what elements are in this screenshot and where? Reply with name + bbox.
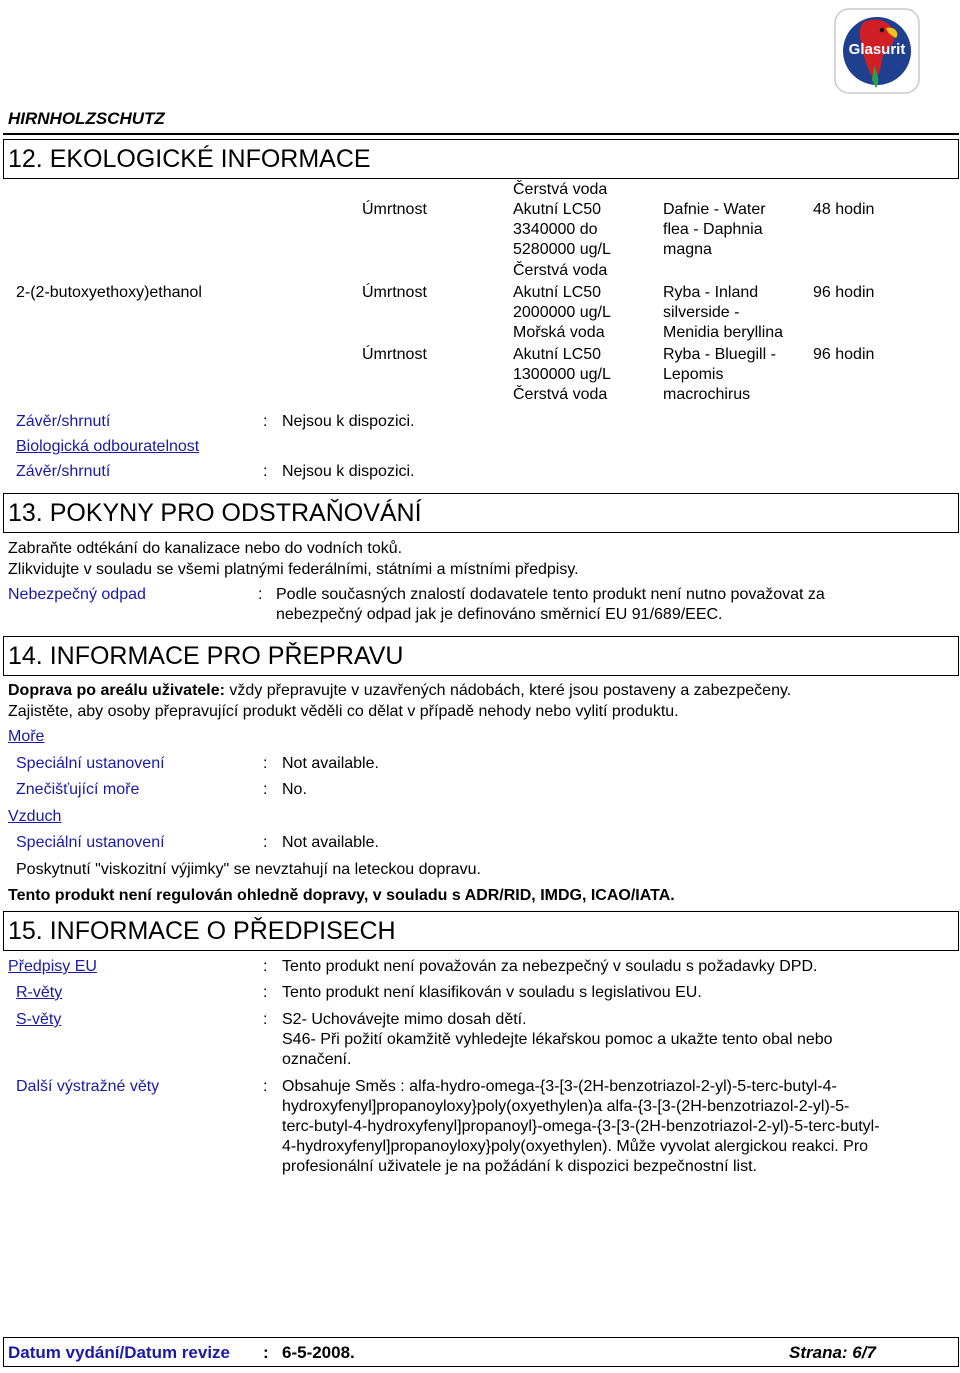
conclusion-label: Závěr/shrnutí [16, 413, 111, 430]
disposal-line2: Zlikvidujte v souladu se všemi platnými federálními, státními a místními předpisy. [8, 561, 579, 578]
eco-row1-effect: Úmrtnost [362, 201, 427, 218]
eco-row1-species-3: magna [663, 241, 712, 258]
section15-title: 15. INFORMACE O PŘEDPISECH [8, 917, 396, 945]
biodeg-conclusion-value: Nejsou k dispozici. [282, 463, 415, 480]
transport-line1 [8, 681, 791, 701]
eco-row3-result-3: 1300000 ug/L [513, 366, 611, 383]
eco-row2-species-2: silverside - [663, 304, 740, 321]
biodegradability-heading[interactable]: Biologická odbouratelnost [16, 438, 200, 455]
transport-value: vždy přepravujte v uzavřených nádobách, které jsou postaveny a zabezpečeny. [224, 682, 792, 699]
hazardous-waste-label: Nebezpečný odpad [8, 586, 146, 603]
eco-row3-exposure: 96 hodin [813, 346, 875, 363]
eco-row2-substance: 2-(2-butoxyethoxy)ethanol [16, 284, 202, 301]
sea-heading[interactable]: Moře [8, 728, 45, 745]
section13-title: 13. POKYNY PRO ODSTRAŇOVÁNÍ [8, 499, 422, 527]
footer-date-value: 6-5-2008. [282, 1343, 355, 1362]
disposal-line1: Zabraňte odtékání do kanalizace nebo do vodních toků. [8, 540, 403, 557]
s-phrases-value-2: S46- Při požití okamžitě vyhledejte lékařskou pomoc a ukažte tento obal nebo [282, 1031, 833, 1048]
other-warnings-line-5: profesionální uživatele je na požádání k dispozici bezpečnostní list. [282, 1158, 757, 1175]
marine-pollutant-value: No. [282, 781, 307, 798]
eco-row3-result-4: Čerstvá voda [513, 386, 608, 403]
eco-row2-result-2: Akutní LC50 [513, 284, 602, 301]
eu-regulations-colon: : [263, 958, 268, 975]
eco-row1-result-1: Čerstvá voda [513, 181, 608, 198]
other-warnings-line-3: terc-butyl-4-hydroxyfenyl]propanoyl}-omega-{3-[3-(2H-benzotriazol-2-yl)-5-terc-butyl- [282, 1118, 880, 1135]
eco-row1-result-4: 5280000 ug/L [513, 241, 611, 258]
footer-date-colon: : [263, 1343, 269, 1362]
eco-row3-result-2: Akutní LC50 [513, 346, 602, 363]
footer-date-label: Datum vydání/Datum revize [8, 1343, 231, 1362]
eco-row3-species-1: Ryba - Bluegill - [663, 346, 776, 363]
other-warnings-line-4: 4-hydroxyfenyl]propanoyloxy}poly(oxyethylen). Může vyvolat alergickou reakci. Pro [282, 1138, 869, 1155]
section14-title: 14. INFORMACE PRO PŘEPRAVU [8, 642, 404, 670]
header-rule [3, 133, 959, 135]
eco-row3-effect: Úmrtnost [362, 346, 427, 363]
conclusion-colon: : [263, 413, 268, 430]
biodeg-conclusion-label: Závěr/shrnutí [16, 463, 111, 480]
s-phrases-label[interactable]: S-věty [16, 1011, 62, 1028]
biodeg-conclusion-colon: : [263, 463, 268, 480]
air-special-value: Not available. [282, 834, 379, 851]
section12-title: 12. EKOLOGICKÉ INFORMACE [8, 145, 371, 173]
transport-label: Doprava po areálu uživatele: [8, 682, 225, 699]
hazardous-waste-value-2: nebezpečný odpad jak je definováno směrnicí EU 91/689/EEC. [276, 606, 723, 623]
eco-row1-species-2: flea - Daphnia [663, 221, 763, 238]
eco-row2-species-3: Menidia beryllina [663, 324, 784, 341]
other-warnings-line-1: Obsahuje Směs : alfa-hydro-omega-{3-[3-(2H-benzotriazol-2-yl)-5-terc-butyl-4- [282, 1078, 837, 1095]
not-regulated-note: Tento produkt není regulován ohledně dopravy, v souladu s ADR/RID, IMDG, ICAO/IATA. [8, 887, 675, 904]
hazardous-waste-colon: : [258, 586, 263, 603]
s-phrases-value-1: S2- Uchovávejte mimo dosah dětí. [282, 1011, 527, 1028]
sea-special-label: Speciální ustanovení [16, 755, 165, 772]
r-phrases-colon: : [263, 984, 268, 1001]
marine-pollutant-colon: : [263, 781, 268, 798]
hazardous-waste-value-1: Podle současných znalostí dodavatele tento produkt není nutno považovat za [276, 586, 825, 603]
eco-row1-species-1: Dafnie - Water [663, 201, 766, 218]
conclusion-value: Nejsou k dispozici. [282, 413, 415, 430]
sea-special-colon: : [263, 755, 268, 772]
s-phrases-value-3: označení. [282, 1051, 352, 1068]
air-heading[interactable]: Vzduch [8, 808, 62, 825]
eu-regulations-label[interactable]: Předpisy EU [8, 958, 97, 975]
air-special-label: Speciální ustanovení [16, 834, 165, 851]
logo-text: Glasurit [848, 41, 906, 58]
eu-regulations-value: Tento produkt není považován za nebezpečný v souladu s požadavky DPD. [282, 958, 818, 975]
eco-row1-exposure: 48 hodin [813, 201, 875, 218]
r-phrases-value: Tento produkt není klasifikován v souladu s legislativou EU. [282, 984, 702, 1001]
eco-row2-species-1: Ryba - Inland [663, 284, 759, 301]
eco-row3-species-2: Lepomis [663, 366, 724, 383]
s-phrases-colon: : [263, 1011, 268, 1028]
eco-row1-result-2: Akutní LC50 [513, 201, 602, 218]
eco-row3-result-1: Mořská voda [513, 324, 605, 341]
eco-row2-effect: Úmrtnost [362, 284, 427, 301]
r-phrases-label[interactable]: R-věty [16, 984, 63, 1001]
other-warnings-colon: : [263, 1078, 268, 1095]
marine-pollutant-label: Znečišťující moře [16, 781, 140, 798]
sea-special-value: Not available. [282, 755, 379, 772]
footer-page-number: Strana: 6/7 [789, 1343, 876, 1362]
air-note: Poskytnutí "viskozitní výjimky" se nevztahují na leteckou dopravu. [16, 861, 481, 878]
glasurit-logo [834, 8, 920, 94]
eco-row3-species-3: macrochirus [663, 386, 751, 403]
air-special-colon: : [263, 834, 268, 851]
transport-line2: Zajistěte, aby osoby přepravující produkt věděli co dělat v případě nehody nebo vylití produktu. [8, 703, 679, 720]
product-name: HIRNHOLZSCHUTZ [8, 109, 165, 128]
other-warnings-line-2: hydroxyfenyl]propanoyloxy}poly(oxyethylen)a alfa-{3-[3-(2H-benzotriazol-2-yl)-5- [282, 1098, 850, 1115]
eco-row1-result-3: 3340000 do [513, 221, 598, 238]
other-warnings-label: Další výstražné věty [16, 1078, 160, 1095]
eco-row2-exposure: 96 hodin [813, 284, 875, 301]
eco-row2-result-3: 2000000 ug/L [513, 304, 611, 321]
eco-row2-result-1: Čerstvá voda [513, 262, 608, 279]
